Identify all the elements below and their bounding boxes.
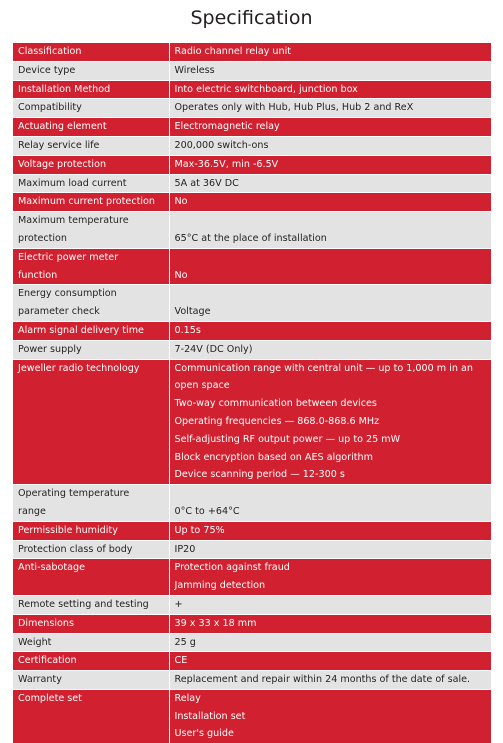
table-row (13, 155, 491, 174)
spec-value: 7-24V (DC Only) (174, 343, 253, 355)
spec-label-cell (13, 99, 169, 118)
spec-value-cell (169, 193, 491, 212)
spec-label-cell (13, 80, 169, 99)
spec-value-cell (169, 652, 491, 671)
table-row (13, 212, 491, 249)
table-row (13, 248, 491, 285)
spec-label: Maximum temperature (18, 215, 129, 227)
spec-value-cell (169, 174, 491, 193)
page-title: Specification (190, 7, 313, 29)
table-row (13, 118, 491, 137)
spec-label-cell (13, 212, 169, 249)
spec-label: Relay service life (18, 139, 100, 151)
spec-label-cell (13, 614, 169, 633)
spec-value: IP20 (174, 543, 196, 555)
table-row (13, 614, 491, 633)
spec-value: Electromagnetic relay (174, 121, 280, 133)
spec-label-cell (13, 689, 169, 743)
spec-value: Max-36.5V, min -6.5V (174, 158, 279, 170)
spec-value-cell (169, 559, 491, 596)
spec-label: Electric power meter (18, 251, 119, 263)
spec-value-cell (169, 136, 491, 155)
table-row (13, 99, 491, 118)
spec-label-cell (13, 118, 169, 137)
spec-label: Dimensions (18, 617, 74, 629)
spec-value: + (174, 598, 183, 610)
spec-value-cell (169, 80, 491, 99)
spec-value: Voltage (174, 306, 211, 318)
spec-value: CE (174, 655, 188, 667)
spec-label-cell (13, 321, 169, 340)
spec-value-cell (169, 485, 491, 522)
spec-value: 0°C to +64°C (174, 505, 240, 517)
spec-value: Radio channel relay unit (174, 46, 292, 57)
table-row (13, 485, 491, 522)
spec-label-cell (13, 248, 169, 285)
table-row (13, 193, 491, 212)
spec-label-cell (13, 340, 169, 359)
table-row (13, 321, 491, 340)
table-row (13, 559, 491, 596)
table-row (13, 285, 491, 322)
spec-label: Anti-sabotage (18, 562, 86, 574)
spec-label-cell (13, 559, 169, 596)
spec-label-cell (13, 193, 169, 212)
spec-value-cell (169, 595, 491, 614)
spec-label: protection (18, 232, 68, 244)
table-row (13, 689, 491, 743)
spec-value-cell (169, 212, 491, 249)
spec-value: Jamming detection (174, 580, 266, 592)
spec-value (175, 485, 488, 503)
spec-value-cell (169, 633, 491, 652)
table-row (13, 540, 491, 559)
table-row (13, 671, 491, 690)
spec-label-cell (13, 521, 169, 540)
table-row (13, 80, 491, 99)
spec-value-cell (169, 321, 491, 340)
spec-label: Classification (18, 46, 82, 57)
spec-label-cell (13, 633, 169, 652)
spec-label: Permissible humidity (18, 524, 118, 536)
spec-label-cell (13, 61, 169, 80)
spec-label: Energy consumption (18, 288, 117, 300)
spec-value-cell (169, 155, 491, 174)
spec-value-cell (169, 43, 491, 61)
spec-value-cell (169, 540, 491, 559)
spec-label-cell (13, 155, 169, 174)
spec-value-cell (169, 359, 491, 485)
spec-label: parameter check (18, 306, 100, 318)
spec-value: 5A at 36V DC (174, 177, 239, 189)
spec-value: 0.15s (174, 324, 201, 336)
spec-value: Replacement and repair within 24 months of the date of sale. (174, 674, 471, 686)
spec-value: Protection against fraud (174, 562, 290, 574)
specification-table-body (13, 43, 491, 743)
spec-label: Certification (18, 655, 77, 667)
spec-value (175, 249, 488, 267)
spec-value: 25 g (174, 636, 196, 648)
table-row (13, 61, 491, 80)
spec-value: Up to 75% (174, 524, 225, 536)
spec-value: Operating frequencies — 868.0-868.6 MHz (174, 415, 380, 427)
spec-value-cell (169, 689, 491, 743)
spec-label: Maximum current protection (18, 196, 155, 208)
spec-value: User's guide (174, 728, 234, 740)
spec-value (175, 285, 488, 303)
spec-label: Voltage protection (18, 158, 107, 170)
spec-label: Installation Method (18, 83, 111, 95)
spec-value: No (174, 269, 188, 281)
table-row (13, 633, 491, 652)
spec-label-cell (13, 174, 169, 193)
spec-label: Power supply (18, 343, 82, 355)
spec-label: Alarm signal delivery time (18, 324, 144, 336)
table-row (13, 340, 491, 359)
spec-value: Relay (174, 692, 201, 704)
spec-label-cell (13, 359, 169, 485)
spec-value: Operates only with Hub, Hub Plus, Hub 2 and ReX (174, 102, 414, 114)
spec-label: Operating temperature (18, 488, 130, 500)
spec-value-cell (169, 671, 491, 690)
spec-label: Complete set (18, 692, 82, 704)
spec-value-cell (169, 118, 491, 137)
spec-label-cell (13, 43, 169, 61)
spec-value: Installation set (174, 710, 246, 722)
spec-value-cell (169, 614, 491, 633)
spec-value: No (174, 196, 188, 208)
table-row (13, 136, 491, 155)
spec-label: function (18, 269, 58, 281)
spec-value: Wireless (174, 64, 215, 76)
spec-label: Protection class of body (18, 543, 133, 555)
spec-label: Remote setting and testing (18, 598, 149, 610)
table-row (13, 521, 491, 540)
spec-value-cell (169, 99, 491, 118)
table-row (13, 174, 491, 193)
spec-label: Maximum load current (18, 177, 127, 189)
spec-label-cell (13, 285, 169, 322)
spec-label: range (18, 505, 46, 517)
spec-value: 39 x 33 x 18 mm (174, 617, 257, 629)
table-row (13, 595, 491, 614)
spec-value: Two-way communication between devices (174, 398, 377, 410)
spec-value: 65°C at the place of installation (174, 232, 327, 244)
spec-label-cell (13, 671, 169, 690)
spec-label-cell (13, 540, 169, 559)
spec-label: Jeweller radio technology (18, 362, 140, 374)
table-row (13, 359, 491, 485)
specification-table (13, 43, 491, 743)
spec-label: Compatibility (18, 102, 82, 114)
spec-value-cell (169, 61, 491, 80)
spec-label: Device type (18, 64, 76, 76)
table-row (13, 43, 491, 61)
spec-label-cell (13, 136, 169, 155)
spec-value: Device scanning period — 12-300 s (174, 469, 345, 481)
spec-value-cell (169, 248, 491, 285)
spec-label: Actuating element (18, 121, 107, 133)
spec-value-cell (169, 285, 491, 322)
spec-label-cell (13, 595, 169, 614)
spec-value: Communication range with central unit — up to 1,000 m in an (174, 362, 473, 374)
spec-value (175, 212, 488, 230)
spec-value-cell (169, 340, 491, 359)
spec-value: Block encryption based on AES algorithm (174, 451, 373, 463)
spec-value: Self-adjusting RF output power — up to 25 mW (174, 433, 401, 445)
spec-value: open space (174, 380, 230, 392)
table-row (13, 652, 491, 671)
spec-value-cell (169, 521, 491, 540)
spec-label-cell (13, 652, 169, 671)
spec-label-cell (13, 485, 169, 522)
spec-label: Weight (18, 636, 52, 648)
spec-value: Into electric switchboard, junction box (174, 83, 358, 95)
spec-value: 200,000 switch-ons (174, 139, 269, 151)
spec-label: Warranty (18, 674, 62, 686)
